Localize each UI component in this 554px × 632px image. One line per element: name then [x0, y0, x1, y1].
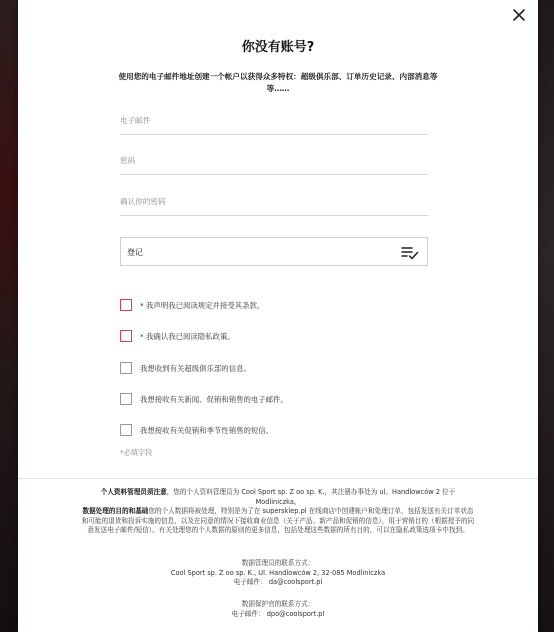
close-icon[interactable]	[510, 6, 530, 26]
contact-admin-heading: 数据管理员的联系方式：	[241, 559, 315, 567]
terms-consent-row	[120, 299, 440, 313]
email-field[interactable]	[120, 106, 428, 134]
contact-dpo-heading: 数据保护官的联系方式：	[241, 600, 315, 608]
contact-admin-email[interactable]: 电子邮件： da@coolsport.pl	[233, 578, 323, 587]
dpo-contact	[80, 600, 476, 619]
register-modal	[18, 0, 538, 632]
password-field-wrapper	[120, 146, 428, 175]
contact-dpo-email[interactable]: 电子邮件： dpo@coolsport.pl	[231, 609, 325, 618]
purpose-heading: 数据处理的目的和基础	[82, 507, 149, 516]
required-fields-note: *必填字段	[120, 448, 153, 457]
confirm-password-field[interactable]	[120, 187, 428, 215]
password-field[interactable]	[120, 146, 428, 174]
sms-marketing-consent-label[interactable]: 我想接收有关促销和季节性销售的短信。	[140, 426, 274, 435]
superclub-consent-checkbox[interactable]	[120, 362, 132, 374]
email-marketing-consent-row	[120, 393, 440, 407]
terms-consent-checkbox[interactable]	[120, 299, 132, 311]
admin-text: ，您的个人资料管理员为 Cool Sport sp. Z oo sp. K.，其注册办事处为 ul。Handlowców 2 位于 Modliniczka。	[166, 488, 456, 506]
modal-title: 你没有账号?	[241, 40, 315, 55]
modal-subtitle: 使用您的电子邮件地址创建一个帐户以获得众多特权：超级俱乐部、订单历史记录、内部消息等等……	[118, 72, 438, 93]
admin-heading: 个人资料管理员须注意	[100, 488, 167, 496]
list-check-icon	[401, 245, 419, 264]
email-marketing-consent-checkbox[interactable]	[120, 393, 132, 405]
footer-divider	[18, 478, 538, 479]
register-button-label: 登记	[127, 248, 143, 257]
privacy-consent-checkbox[interactable]	[120, 330, 132, 342]
confirm-password-field-wrapper	[120, 187, 428, 216]
email-marketing-consent-label[interactable]: 我想接收有关新闻、促销和销售的电子邮件。	[140, 395, 288, 404]
backdrop-left	[0, 0, 20, 632]
superclub-consent-label[interactable]: 我想收到有关超级俱乐部的信息。	[140, 364, 251, 373]
gdpr-info	[80, 488, 476, 536]
register-button[interactable]	[120, 237, 428, 266]
contact-admin-address: Cool Sport sp. Z oo sp. K., Ul. Handlowców 2, 32-085 Modliniczka	[170, 568, 386, 577]
privacy-consent-label[interactable]: * 我确认我已阅读隐私政策。	[140, 332, 235, 341]
superclub-consent-row	[120, 362, 440, 376]
sms-marketing-consent-checkbox[interactable]	[120, 424, 132, 436]
purpose-text: 您的个人数据将被处理，特别是为了在 supersklep.pl 在线商店中创建帐户和处理订单，包括发送有关订单状态和可能的退货和投诉实施的信息，以及在同意的情况下接收商业信息（关于产品、新产品和促销的信息），用于营销目的（根据授予的同意发送电子邮件/短信）。有关处理您的个人数据的原则的更多信息，包括处理这些数据的所有目的，可以在隐私政策选项卡中找到。	[81, 507, 475, 535]
privacy-consent-row	[120, 330, 440, 344]
email-field-wrapper	[120, 106, 428, 135]
terms-consent-label[interactable]: * 我声明我已阅读规定并接受其条款。	[140, 301, 265, 310]
admin-contact	[80, 559, 476, 588]
sms-marketing-consent-row	[120, 424, 440, 438]
